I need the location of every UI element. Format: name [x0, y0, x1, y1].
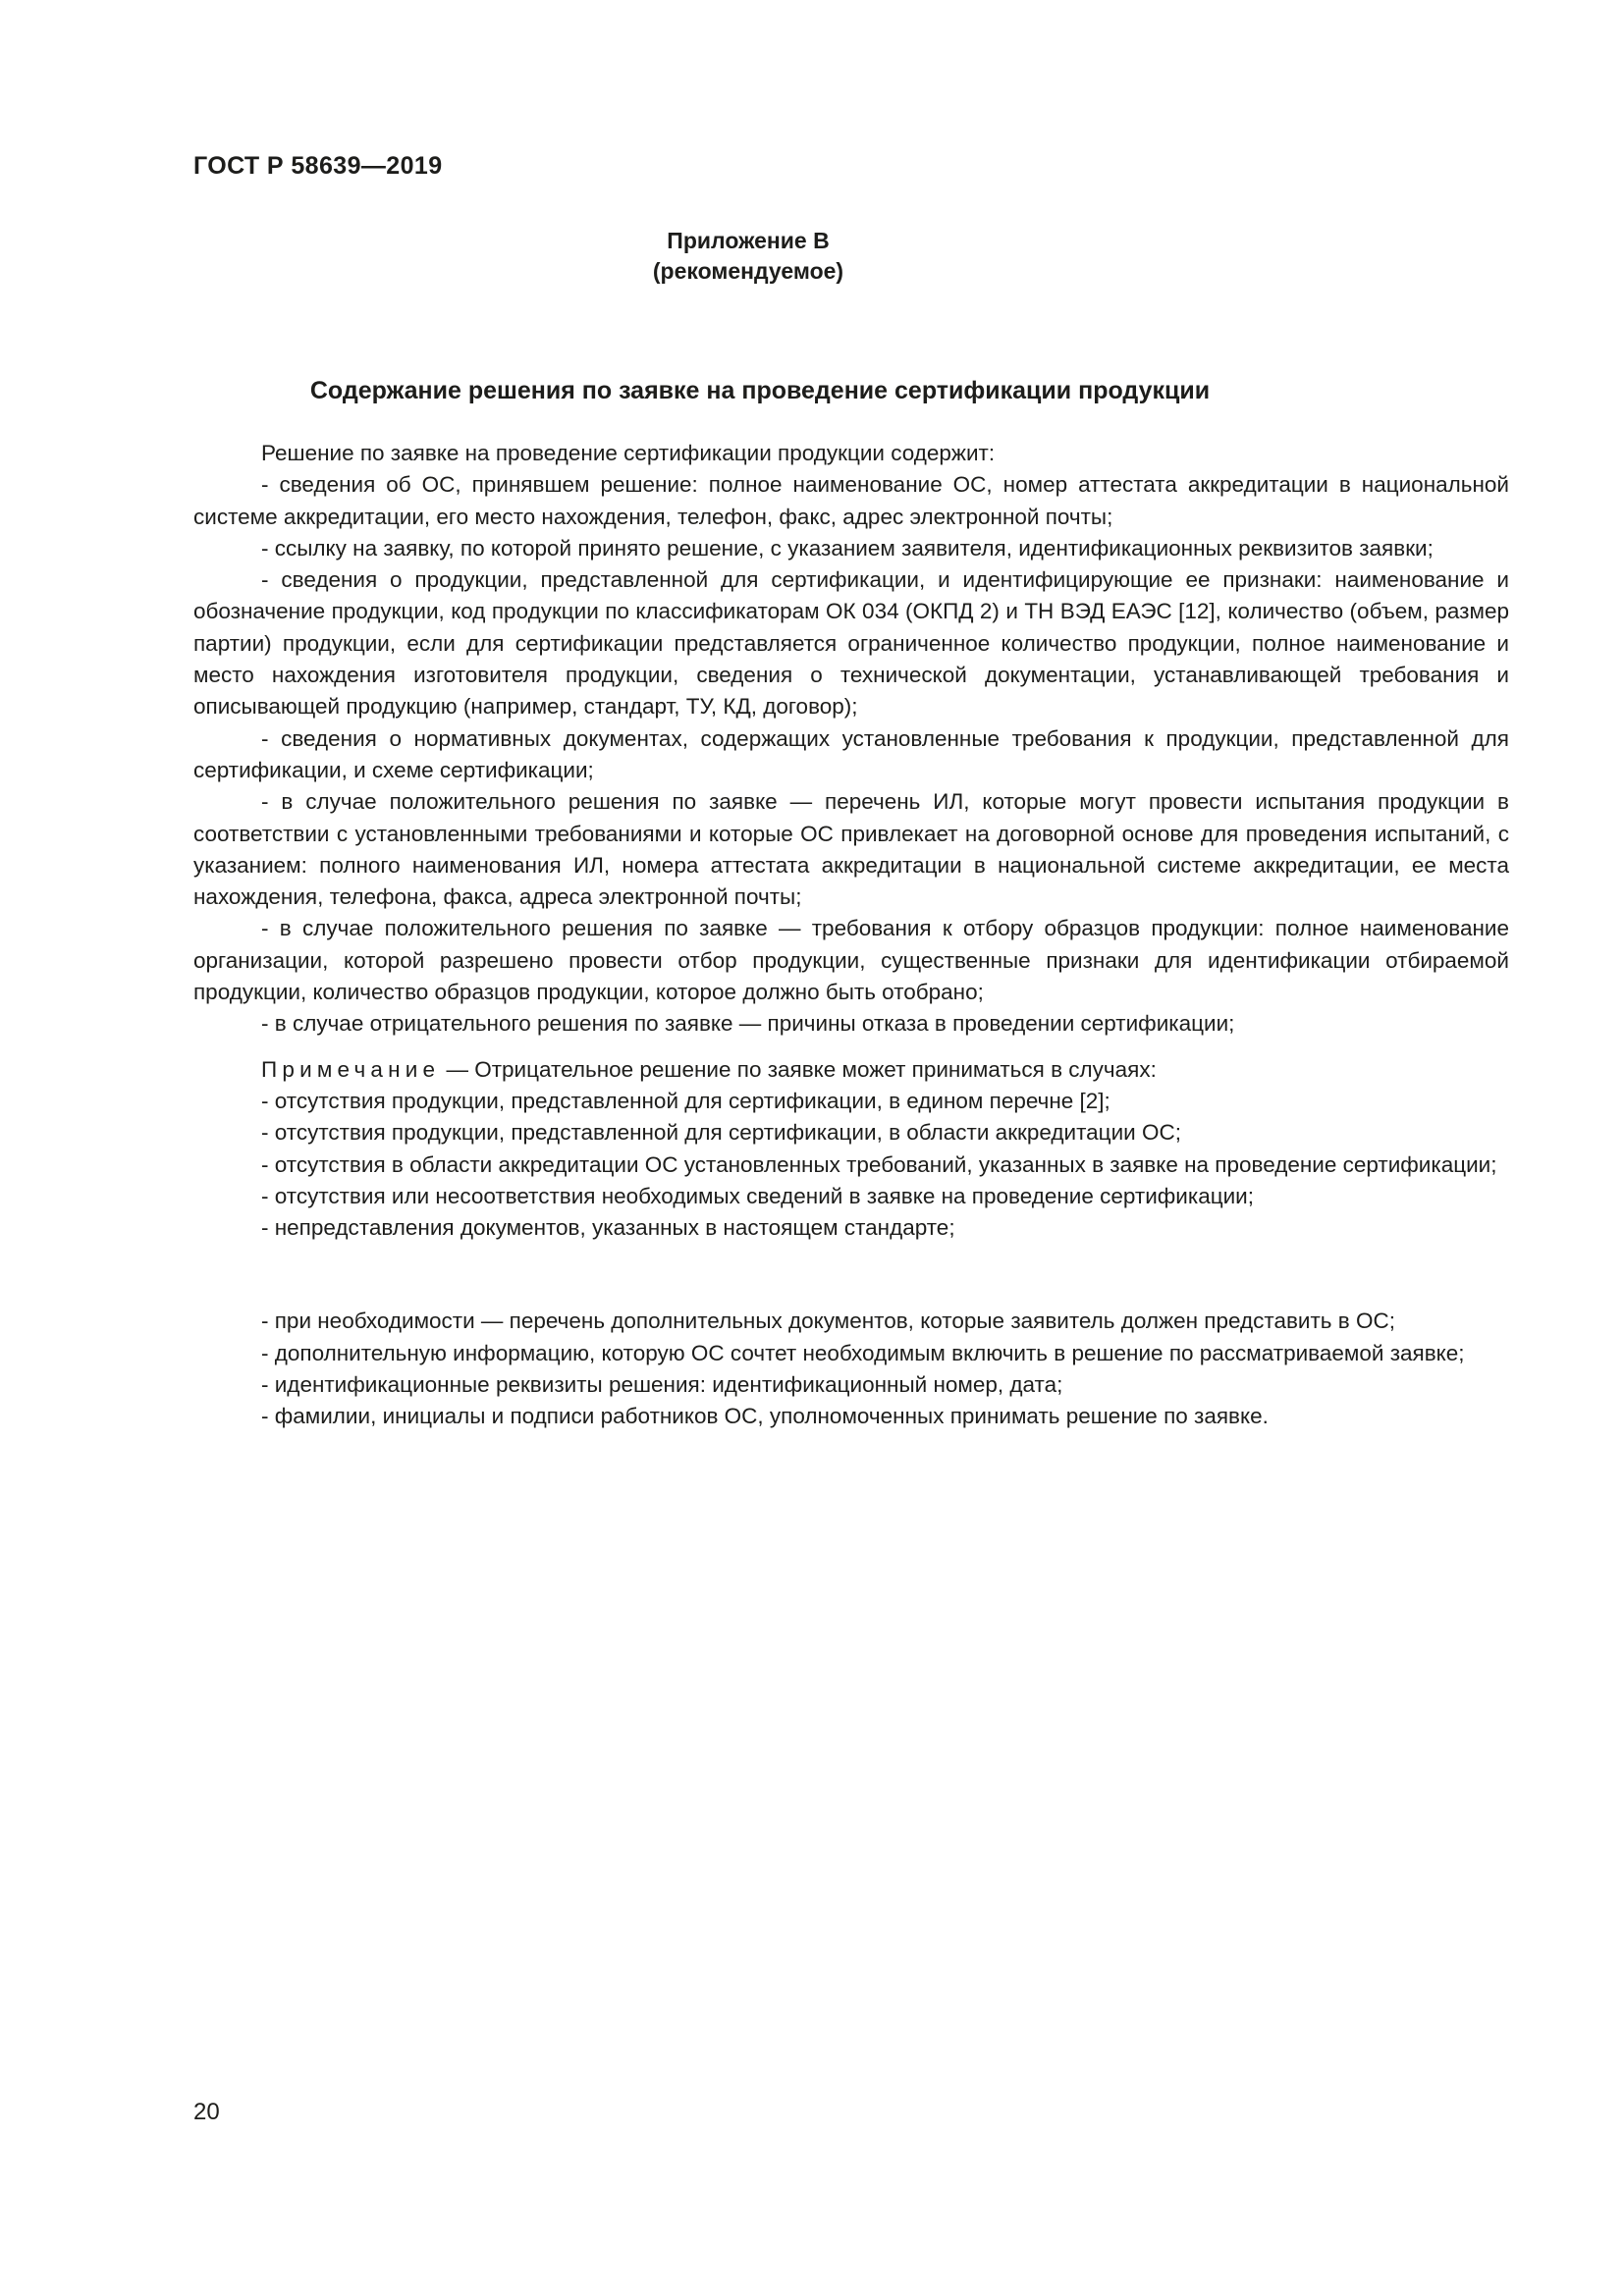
note-label: Примечание: [261, 1056, 441, 1082]
paragraph: - сведения о продукции, представленной для сертификации, и идентифицирующие ее признаки: наименование и обозначение продукции, код продукции по классификаторам ОК 034 (ОКПД 2) и ТН ВЭД ЕАЭС [12], количество (объем, размер партии) продукции, если для сертификации представляется ограниченное количество продукции, полное наименование и место нахождения изготовителя продукции, сведения о технической документации, устанавливающей требования и описывающей продукцию (например, стандарт, ТУ, КД, договор);: [193, 567, 1509, 720]
note-item: - отсутствия продукции, представленной для сертификации, в области аккредитации ОС;: [261, 1120, 1181, 1146]
body-text: [193, 438, 1509, 1433]
note-intro: [193, 1054, 1509, 1086]
paragraph: - сведения о нормативных документах, содержащих установленные требования к продукции, представленной для сертификации, и схеме сертификации;: [193, 725, 1509, 782]
note-item: - отсутствия в области аккредитации ОС установленных требований, указанных в заявке на проведение сертификации;: [261, 1151, 1497, 1177]
paragraph: Решение по заявке на проведение сертификации продукции содержит:: [261, 441, 996, 465]
note-item: - отсутствия или несоответствия необходимых сведений в заявке на проведение сертификации;: [261, 1183, 1254, 1208]
paragraph: - ссылку на заявку, по которой принято решение, с указанием заявителя, идентификационных реквизитов заявки;: [261, 535, 1434, 561]
appendix-label: Приложение В: [667, 228, 830, 253]
note-block: [193, 1054, 1509, 1245]
appendix-heading: [0, 226, 1624, 287]
appendix-status: (рекомендуемое): [652, 258, 844, 284]
note-item: - непредставления документов, указанных в настоящем стандарте;: [261, 1215, 955, 1241]
paragraph: - идентификационные реквизиты решения: идентификационный номер, дата;: [261, 1372, 1063, 1398]
paragraph: - при необходимости — перечень дополнительных документов, которые заявитель должен представить в ОС;: [261, 1308, 1395, 1334]
section-title: [0, 377, 1624, 405]
spacer: [193, 1244, 1509, 1306]
paragraph: - сведения об ОС, принявшем решение: полное наименование ОС, номер аттестата аккредитации в национальной системе аккредитации, его место нахождения, телефон, факс, адрес электронной почты;: [193, 472, 1509, 529]
paragraph: - в случае положительного решения по заявке — требования к отбору образцов продукции: полное наименование организации, которой разрешено провести отбор продукции, существенные признаки для идентификации отбираемой продукции, количество образцов продукции, которое должно быть отобрано;: [193, 916, 1509, 1005]
paragraph: - дополнительную информацию, которую ОС сочтет необходимым включить в решение по рассматриваемой заявке;: [261, 1340, 1465, 1365]
paragraph: - в случае отрицательного решения по заявке — причины отказа в проведении сертификации;: [261, 1011, 1235, 1037]
note-text: — Отрицательное решение по заявке может приниматься в случаях:: [440, 1056, 1157, 1082]
standard-code: ГОСТ Р 58639—2019: [193, 152, 443, 180]
section-title-text: Содержание решения по заявке на проведение сертификации продукции: [309, 377, 1211, 404]
paragraph: - фамилии, инициалы и подписи работников ОС, уполномоченных принимать решение по заявке.: [261, 1404, 1269, 1429]
page-number: 20: [193, 2099, 220, 2125]
paragraph: - в случае положительного решения по заявке — перечень ИЛ, которые могут провести испытания продукции в соответствии с установленными требованиями и которые ОС привлекает на договорной основе для проведения испытаний, с указанием: полного наименования ИЛ, номера аттестата аккредитации в национальной системе аккредитации, ее места нахождения, телефона, факса, адреса электронной почты;: [193, 789, 1509, 910]
note-item: - отсутствия продукции, представленной для сертификации, в едином перечне [2];: [261, 1088, 1110, 1113]
